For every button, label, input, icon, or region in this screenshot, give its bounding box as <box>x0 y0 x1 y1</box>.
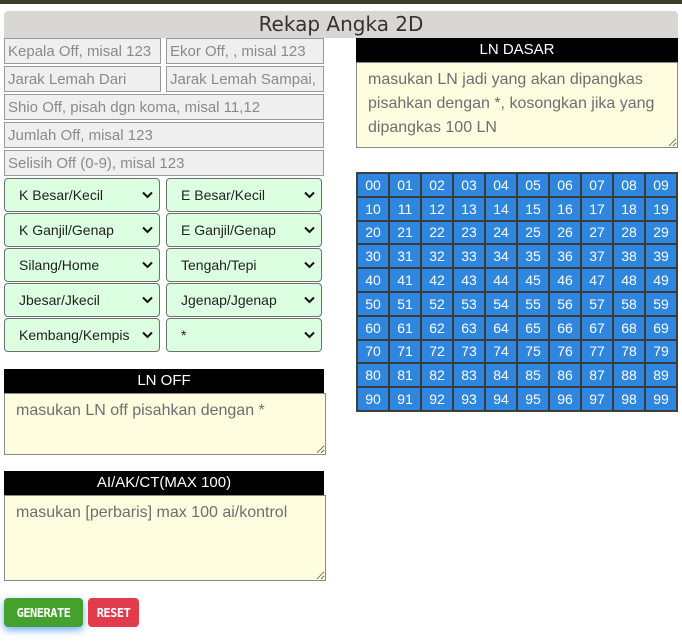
number-cell[interactable]: 75 <box>517 340 549 364</box>
jumlah-off-input[interactable] <box>4 122 324 148</box>
number-cell[interactable]: 55 <box>517 292 549 316</box>
number-cell[interactable]: 10 <box>357 197 389 221</box>
filter-select-value: * <box>181 327 187 343</box>
ln-dasar-header: LN DASAR <box>356 38 678 62</box>
number-cell[interactable]: 33 <box>453 244 485 268</box>
number-cell[interactable]: 97 <box>581 387 613 411</box>
jarak-lemah-dari-input[interactable] <box>4 66 161 92</box>
number-cell[interactable]: 26 <box>549 221 581 245</box>
number-cell[interactable]: 90 <box>357 387 389 411</box>
number-grid <box>356 172 678 412</box>
chevron-down-icon <box>304 296 315 304</box>
number-cell[interactable]: 57 <box>581 292 613 316</box>
number-cell[interactable]: 20 <box>357 221 389 245</box>
number-cell[interactable]: 56 <box>549 292 581 316</box>
number-cell[interactable]: 38 <box>613 244 645 268</box>
generate-button[interactable]: GENERATE <box>4 598 83 627</box>
number-cell[interactable]: 98 <box>613 387 645 411</box>
number-cell[interactable]: 41 <box>389 268 421 292</box>
number-cell[interactable]: 17 <box>581 197 613 221</box>
number-cell[interactable]: 15 <box>517 197 549 221</box>
number-cell[interactable]: 58 <box>613 292 645 316</box>
number-cell[interactable]: 35 <box>517 244 549 268</box>
number-cell[interactable]: 52 <box>421 292 453 316</box>
top-bar <box>0 0 682 4</box>
page-title: Rekap Angka 2D <box>4 11 678 38</box>
number-cell[interactable]: 14 <box>485 197 517 221</box>
number-cell[interactable]: 53 <box>453 292 485 316</box>
number-cell[interactable]: 69 <box>645 316 677 340</box>
number-cell[interactable]: 36 <box>549 244 581 268</box>
number-cell[interactable]: 13 <box>453 197 485 221</box>
number-cell[interactable]: 62 <box>421 316 453 340</box>
filter-select[interactable] <box>4 248 160 282</box>
number-cell[interactable]: 73 <box>453 340 485 364</box>
number-cell[interactable]: 78 <box>613 340 645 364</box>
number-cell[interactable]: 89 <box>645 363 677 387</box>
number-cell[interactable]: 65 <box>517 316 549 340</box>
kepala-off-input[interactable] <box>4 38 161 64</box>
number-cell[interactable]: 23 <box>453 221 485 245</box>
number-cell[interactable]: 45 <box>517 268 549 292</box>
chevron-down-icon <box>304 261 315 269</box>
number-cell[interactable]: 63 <box>453 316 485 340</box>
number-cell[interactable]: 04 <box>485 173 517 197</box>
chevron-down-icon <box>142 226 153 234</box>
number-cell[interactable]: 28 <box>613 221 645 245</box>
number-cell[interactable]: 03 <box>453 173 485 197</box>
chevron-down-icon <box>304 331 315 339</box>
filter-select-value: Silang/Home <box>19 257 100 273</box>
number-cell[interactable]: 19 <box>645 197 677 221</box>
number-cell[interactable]: 02 <box>421 173 453 197</box>
number-cell[interactable]: 46 <box>549 268 581 292</box>
number-cell[interactable]: 71 <box>389 340 421 364</box>
filter-select-value: K Besar/Kecil <box>19 187 104 203</box>
filter-select[interactable] <box>166 318 322 352</box>
number-cell[interactable]: 01 <box>389 173 421 197</box>
number-cell[interactable]: 25 <box>517 221 549 245</box>
number-cell[interactable]: 12 <box>421 197 453 221</box>
number-cell[interactable]: 34 <box>485 244 517 268</box>
number-cell[interactable]: 11 <box>389 197 421 221</box>
number-cell[interactable]: 99 <box>645 387 677 411</box>
filter-select-value: Kembang/Kempis <box>19 327 130 343</box>
number-cell[interactable]: 18 <box>613 197 645 221</box>
number-cell[interactable]: 42 <box>421 268 453 292</box>
number-cell[interactable]: 05 <box>517 173 549 197</box>
shio-off-input[interactable] <box>4 94 324 120</box>
number-cell[interactable]: 70 <box>357 340 389 364</box>
number-cell[interactable]: 61 <box>389 316 421 340</box>
filter-select[interactable] <box>166 248 322 282</box>
chevron-down-icon <box>142 191 153 199</box>
number-cell[interactable]: 84 <box>485 363 517 387</box>
number-cell[interactable]: 67 <box>581 316 613 340</box>
number-cell[interactable]: 16 <box>549 197 581 221</box>
number-cell[interactable]: 85 <box>517 363 549 387</box>
filter-select[interactable] <box>4 213 160 247</box>
number-cell[interactable]: 64 <box>485 316 517 340</box>
filter-select[interactable] <box>166 283 322 317</box>
ai-header: AI/AK/CT(MAX 100) <box>4 471 324 495</box>
number-cell[interactable]: 07 <box>581 173 613 197</box>
number-cell[interactable]: 60 <box>357 316 389 340</box>
filter-select-value: K Ganjil/Genap <box>19 222 114 238</box>
filter-select[interactable] <box>166 213 322 247</box>
number-cell[interactable]: 77 <box>581 340 613 364</box>
number-cell[interactable]: 00 <box>357 173 389 197</box>
number-cell[interactable]: 08 <box>613 173 645 197</box>
number-cell[interactable]: 93 <box>453 387 485 411</box>
number-cell[interactable]: 24 <box>485 221 517 245</box>
filter-select[interactable] <box>4 178 160 212</box>
filter-select[interactable] <box>166 178 322 212</box>
chevron-down-icon <box>304 191 315 199</box>
number-cell[interactable]: 88 <box>613 363 645 387</box>
number-cell[interactable]: 29 <box>645 221 677 245</box>
ai-textarea[interactable] <box>4 495 326 581</box>
number-cell[interactable]: 31 <box>389 244 421 268</box>
number-cell[interactable]: 79 <box>645 340 677 364</box>
number-cell[interactable]: 92 <box>421 387 453 411</box>
number-cell[interactable]: 74 <box>485 340 517 364</box>
number-cell[interactable]: 49 <box>645 268 677 292</box>
filter-select-value: E Ganjil/Genap <box>181 222 276 238</box>
number-cell[interactable]: 09 <box>645 173 677 197</box>
filter-select[interactable] <box>4 318 160 352</box>
reset-button[interactable]: RESET <box>88 598 139 627</box>
number-cell[interactable]: 37 <box>581 244 613 268</box>
number-cell[interactable]: 40 <box>357 268 389 292</box>
selisih-off-input[interactable] <box>4 150 324 176</box>
number-cell[interactable]: 76 <box>549 340 581 364</box>
number-cell[interactable]: 66 <box>549 316 581 340</box>
number-cell[interactable]: 81 <box>389 363 421 387</box>
number-cell[interactable]: 44 <box>485 268 517 292</box>
number-cell[interactable]: 72 <box>421 340 453 364</box>
number-cell[interactable]: 21 <box>389 221 421 245</box>
chevron-down-icon <box>142 296 153 304</box>
filter-select-value: Tengah/Tepi <box>181 257 257 273</box>
number-cell[interactable]: 82 <box>421 363 453 387</box>
number-cell[interactable]: 68 <box>613 316 645 340</box>
number-cell[interactable]: 59 <box>645 292 677 316</box>
ln-off-textarea[interactable] <box>4 393 326 455</box>
number-cell[interactable]: 91 <box>389 387 421 411</box>
filter-select-value: Jgenap/Jgenap <box>181 292 277 308</box>
jarak-lemah-sampai-input[interactable] <box>166 66 324 92</box>
number-cell[interactable]: 86 <box>549 363 581 387</box>
number-cell[interactable]: 80 <box>357 363 389 387</box>
number-cell[interactable]: 87 <box>581 363 613 387</box>
ln-off-header: LN OFF <box>4 369 324 393</box>
chevron-down-icon <box>142 331 153 339</box>
number-cell[interactable]: 43 <box>453 268 485 292</box>
ln-dasar-textarea[interactable] <box>356 62 678 148</box>
filter-select[interactable] <box>4 283 160 317</box>
number-cell[interactable]: 94 <box>485 387 517 411</box>
number-cell[interactable]: 54 <box>485 292 517 316</box>
number-cell[interactable]: 51 <box>389 292 421 316</box>
number-cell[interactable]: 39 <box>645 244 677 268</box>
number-cell[interactable]: 50 <box>357 292 389 316</box>
number-cell[interactable]: 47 <box>581 268 613 292</box>
chevron-down-icon <box>304 226 315 234</box>
number-cell[interactable]: 06 <box>549 173 581 197</box>
number-cell[interactable]: 30 <box>357 244 389 268</box>
chevron-down-icon <box>142 261 153 269</box>
number-cell[interactable]: 22 <box>421 221 453 245</box>
number-cell[interactable]: 27 <box>581 221 613 245</box>
number-cell[interactable]: 32 <box>421 244 453 268</box>
number-cell[interactable]: 96 <box>549 387 581 411</box>
filter-select-value: E Besar/Kecil <box>181 187 266 203</box>
number-cell[interactable]: 83 <box>453 363 485 387</box>
ekor-off-input[interactable] <box>166 38 324 64</box>
number-cell[interactable]: 95 <box>517 387 549 411</box>
number-cell[interactable]: 48 <box>613 268 645 292</box>
filter-select-value: Jbesar/Jkecil <box>19 292 100 308</box>
